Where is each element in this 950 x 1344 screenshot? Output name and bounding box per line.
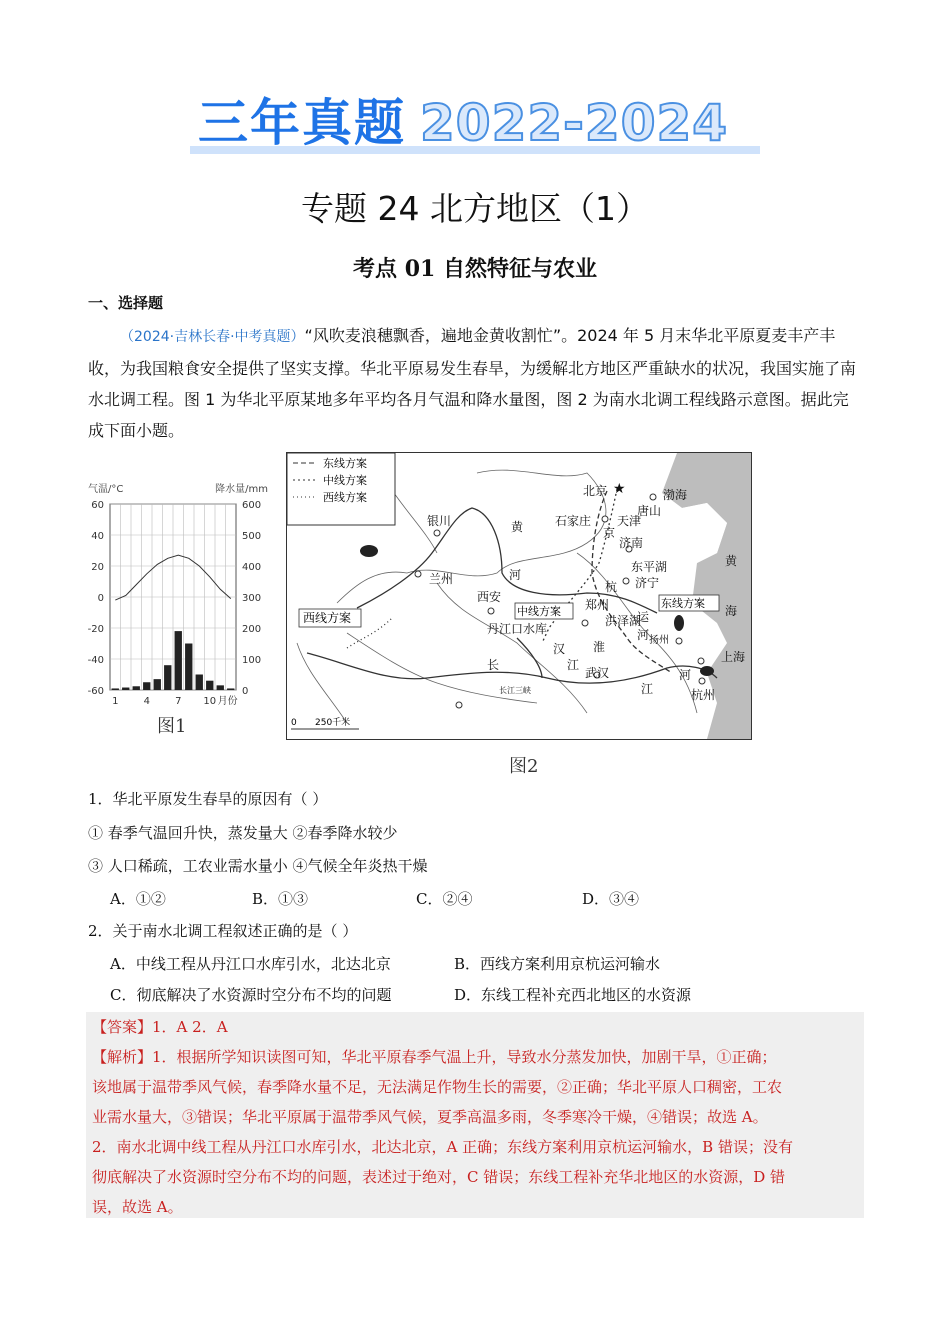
- question-2-stem: 2．关于南水北调工程叙述正确的是（ ）: [88, 922, 358, 940]
- city-dot: [623, 578, 629, 584]
- city-dot: [698, 658, 704, 664]
- analysis-line: 【解析】1．根据所学知识读图可知，华北平原春季气温上升，导致水分蒸发加快，加剧干旱，①正确；: [92, 1048, 777, 1066]
- precip-bar: [185, 644, 192, 691]
- precip-bar: [122, 688, 129, 690]
- label-han: 汉: [553, 642, 566, 656]
- legend-middle: 中线方案: [323, 474, 367, 487]
- question-1-stem: 1．华北平原发生春旱的原因有（ ）: [88, 790, 328, 808]
- intro-text: “风吹麦浪穗飘香，遍地金黄收割忙”。2024 年 5 月末华北平原夏麦丰产丰收，为我国粮食安全提供了坚实支撑。华北平原易发生春旱，为缓解北方地区严重缺水的状况，我国实施了南水北调工程。图 1 为华北平原某地多年平均各月气温和降水量图，图 2 为南水北调工程线路示意图。据此完成下面小题。: [88, 326, 857, 440]
- precip-bar: [227, 688, 234, 690]
- banner-title: 三年真题: [198, 94, 406, 152]
- chart-grid: [110, 504, 236, 690]
- left-tick-label: 0: [97, 593, 104, 604]
- intro-paragraph: [88, 320, 863, 446]
- x-tick-label: 7: [175, 696, 182, 707]
- right-tick-label: 300: [242, 593, 262, 604]
- label-jinan: 济南: [619, 536, 644, 550]
- answer-key: 【答案】1．A 2．A: [92, 1018, 228, 1036]
- city-dot: [699, 678, 705, 684]
- label-jiang2: 江: [641, 682, 654, 696]
- right-tick-label: 200: [242, 624, 262, 635]
- lake-hongze: [674, 615, 684, 631]
- label-tianjin: 天津: [617, 514, 642, 528]
- x-axis-unit-label: 月份: [217, 696, 238, 707]
- precip-bar: [164, 665, 171, 690]
- right-tick-label: 400: [242, 562, 262, 573]
- label-wuhan: 武汉: [585, 666, 610, 680]
- question-2-option-c[interactable]: C．彻底解决了水资源时空分布不均的问题: [110, 986, 392, 1004]
- label-xixian: 西线方案: [303, 611, 352, 625]
- chart-ticks: [88, 500, 261, 707]
- label-xian: 西安: [477, 590, 502, 604]
- question-source: （2024·吉林长春·中考真题）: [120, 329, 305, 345]
- question-1-option-c[interactable]: C．②④: [416, 890, 473, 908]
- analysis-line: 彻底解决了水资源时空分布不均的问题，表述过于绝对，C 错误；东线工程补充华北地区的水资源，D 错: [92, 1168, 786, 1186]
- label-he1: 河: [509, 568, 522, 582]
- label-zhengzhou: 郑州: [585, 598, 610, 612]
- label-he3: 河: [679, 668, 692, 682]
- precip-bar: [217, 685, 224, 690]
- precip-bar: [154, 679, 161, 690]
- precip-bar: [112, 688, 119, 690]
- label-dongpinghu: 东平湖: [631, 560, 668, 574]
- question-1-option-d[interactable]: D．③④: [582, 890, 640, 908]
- label-huai: 淮: [593, 640, 606, 654]
- left-tick-label: -60: [87, 686, 104, 697]
- label-beijing: 北京: [583, 484, 608, 498]
- analysis-line: 2．南水北调中线工程从丹江口水库引水，北达北京，A 正确；东线方案利用京杭运河输水，B 错误；没有: [92, 1138, 793, 1156]
- label-sanxia: 长江三峡: [499, 686, 531, 695]
- right-tick-label: 0: [242, 686, 249, 697]
- label-hongze: 洪泽湖: [605, 614, 642, 628]
- left-tick-label: -20: [87, 624, 104, 635]
- precip-bar: [175, 631, 182, 690]
- question-2-option-a[interactable]: A．中线工程从丹江口水库引水，北达北京: [110, 955, 391, 973]
- precip-bar: [143, 682, 150, 690]
- question-1-statement: ① 春季气温回升快，蒸发量大 ②春季降水较少: [88, 824, 398, 842]
- label-dongxian: 东线方案: [661, 597, 705, 610]
- south-north-water-map: [287, 453, 751, 739]
- capital-star-icon: ★: [613, 481, 626, 497]
- figure-2-map: [286, 452, 752, 740]
- label-lanzhou: 兰州: [429, 572, 454, 586]
- figure-2-caption: 图2: [509, 756, 539, 777]
- header-banner: [190, 92, 760, 154]
- analysis-line: 该地属于温带季风气候，春季降水量不足，无法满足作物生长的需要，②正确；华北平原人口稠密，工农: [92, 1078, 783, 1096]
- yangtze-river: [307, 653, 717, 683]
- left-tick-label: 60: [91, 500, 104, 511]
- label-shanghai: 上海: [721, 650, 746, 664]
- city-dot: [650, 494, 656, 500]
- right-tick-label: 100: [242, 655, 262, 666]
- page-subtitle: 考点 01 自然特征与农业: [353, 256, 597, 282]
- legend-west: 西线方案: [323, 491, 367, 504]
- left-tick-label: -40: [87, 655, 104, 666]
- han-river: [517, 638, 542, 678]
- banner-years: 2022-2024: [420, 94, 729, 152]
- right-tick-label: 600: [242, 500, 262, 511]
- answer-section: [86, 1012, 864, 1218]
- precip-bar: [206, 681, 213, 690]
- city-dot: [415, 571, 421, 577]
- city-dot: [602, 516, 608, 522]
- left-tick-label: 40: [91, 531, 104, 542]
- right-axis-label: 降水量/mm: [215, 484, 268, 495]
- label-hai: 海: [725, 604, 738, 618]
- left-tick-label: 20: [91, 562, 104, 573]
- label-jiang1: 江: [567, 658, 580, 672]
- label-zhongxian: 中线方案: [517, 605, 561, 618]
- label-yangzhou: 扬州: [649, 635, 669, 646]
- city-dot: [582, 620, 588, 626]
- x-tick-label: 1: [112, 696, 119, 707]
- question-1-statement: ③ 人口稀疏，工农业需水量小 ④气候全年炎热干燥: [88, 857, 428, 875]
- city-dot: [434, 530, 440, 536]
- left-axis-label: 气温/°C: [88, 484, 124, 495]
- analysis-line: 业需水量大，③错误；华北平原属于温带季风气候，夏季高温多雨，冬季寒冷干燥，④错误；故选 A。: [92, 1108, 768, 1126]
- boundary-line: [297, 643, 347, 723]
- label-hangzhou: 杭州: [691, 688, 716, 702]
- city-dot: [488, 608, 494, 614]
- x-tick-label: 4: [143, 696, 150, 707]
- label-shijiazhuang: 石家庄: [555, 514, 592, 528]
- label-jing: 京: [603, 526, 616, 540]
- label-he2: 河: [637, 628, 650, 642]
- x-tick-label: 10: [203, 696, 217, 707]
- scale-label: 250千米: [315, 718, 351, 728]
- question-2-option-d[interactable]: D．东线工程补充西北地区的水资源: [454, 986, 692, 1004]
- precip-bar: [196, 675, 203, 691]
- label-hang: 杭: [605, 580, 618, 594]
- question-2-option-b[interactable]: B．西线方案利用京杭运河输水: [454, 955, 661, 973]
- legend-east: 东线方案: [323, 457, 367, 470]
- label-tangshan: 唐山: [637, 504, 662, 518]
- label-chang: 长: [487, 658, 500, 672]
- label-huang2: 黄: [725, 554, 738, 568]
- right-tick-label: 500: [242, 531, 262, 542]
- label-danjiangkou: 丹江口水库: [487, 622, 548, 636]
- yellow-river: [357, 508, 660, 613]
- climate-chart-svg: [82, 478, 282, 738]
- precip-bar: [133, 686, 140, 690]
- scale-zero: 0: [291, 718, 297, 728]
- city-dot: [456, 702, 462, 708]
- analysis-line: 误，故选 A。: [92, 1198, 183, 1216]
- figure-1-climate-chart: [82, 478, 282, 738]
- label-yinchuan: 银川: [427, 514, 452, 528]
- city-dot: [676, 638, 682, 644]
- figure-1-caption: 图1: [157, 716, 187, 737]
- label-yun: 运: [637, 610, 650, 624]
- question-1-option-a[interactable]: A．①②: [110, 890, 166, 908]
- label-jining: 济宁: [635, 576, 660, 590]
- lake-qinghai: [360, 545, 378, 557]
- question-1-option-b[interactable]: B．①③: [252, 890, 309, 908]
- lake-tai: [700, 666, 714, 676]
- label-bohai: 渤海: [663, 488, 688, 502]
- page-title: 专题 24 北方地区（1）: [301, 189, 649, 228]
- section-heading: 一、选择题: [88, 294, 164, 312]
- label-huang1: 黄: [511, 520, 524, 534]
